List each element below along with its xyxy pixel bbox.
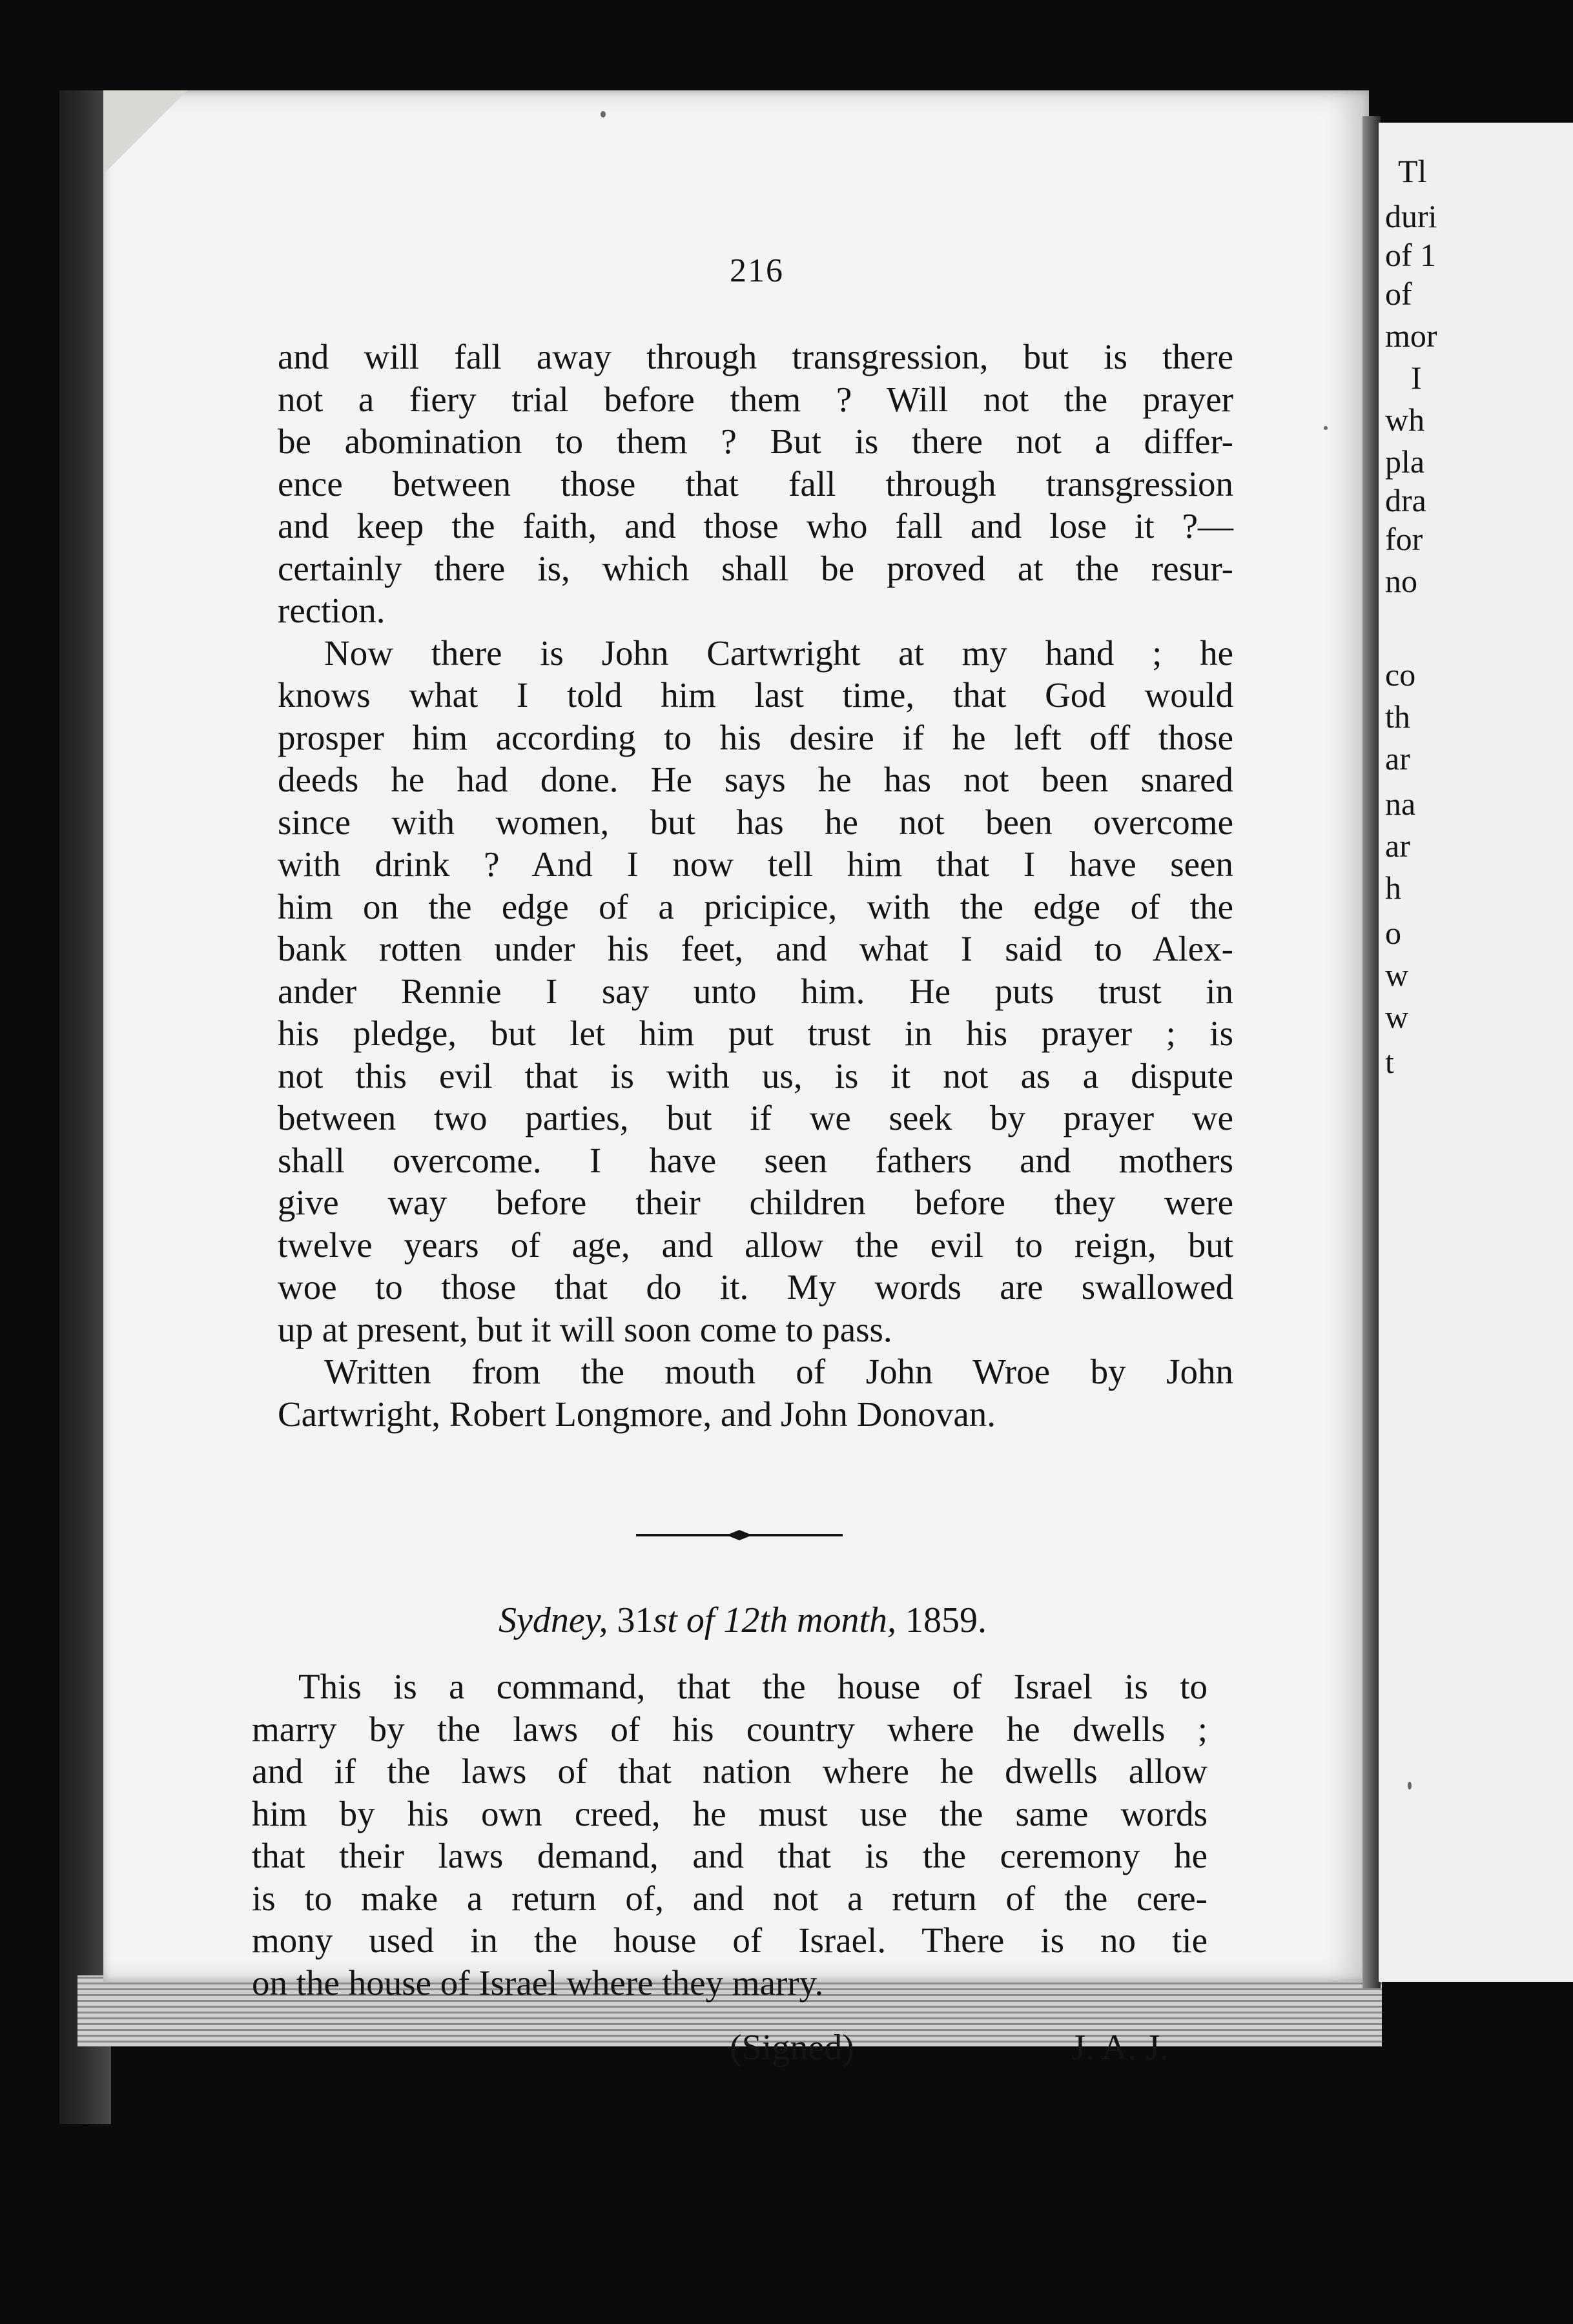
text-line: since with women, but has he not been overcome bbox=[278, 802, 1233, 842]
text-line: up at present, but it will soon come to pass. bbox=[278, 1309, 892, 1349]
facing-page-fragment: mor bbox=[1385, 318, 1437, 354]
text-line: marry by the laws of his country where he dwells ; bbox=[252, 1709, 1208, 1749]
text-line: be abomination to them ? But is there not a differ- bbox=[278, 422, 1233, 461]
text-line: on the house of Israel where they marry. bbox=[252, 1962, 824, 2003]
book-gutter bbox=[1362, 116, 1381, 1988]
signature-line bbox=[730, 2027, 1169, 2068]
facing-page-fragment: ar bbox=[1385, 828, 1410, 864]
text-line: ander Rennie I say unto him. He puts trust in bbox=[278, 971, 1233, 1011]
dateline-of: of bbox=[686, 1600, 715, 1640]
facing-page-fragment: for bbox=[1385, 521, 1423, 557]
signature-initials: J. A. J. bbox=[1071, 2028, 1169, 2068]
text-line: and keep the faith, and those who fall and lose it ?— bbox=[278, 506, 1233, 545]
text-line: that their laws demand, and that is the ceremony he bbox=[252, 1836, 1208, 1875]
text-line: certainly there is, which shall be proved at the resur- bbox=[278, 548, 1233, 588]
dust-speck bbox=[601, 111, 606, 117]
dust-speck bbox=[1408, 1782, 1412, 1789]
dust-speck bbox=[1324, 426, 1328, 430]
text-line: him by his own creed, he must use the same words bbox=[252, 1793, 1208, 1833]
dateline-year: 1859. bbox=[905, 1600, 987, 1640]
text-line: is to make a return of, and not a return of the cere- bbox=[252, 1878, 1208, 1918]
text-line: Cartwright, Robert Longmore, and John Donovan. bbox=[278, 1394, 996, 1434]
text-line: with drink ? And I now tell him that I have seen bbox=[278, 844, 1233, 884]
text-line: Written from the mouth of John Wroe by John bbox=[324, 1352, 1233, 1391]
text-line: twelve years of age, and allow the evil to reign, but bbox=[278, 1225, 1233, 1265]
facing-page-fragment: of 1 bbox=[1385, 237, 1437, 273]
text-line: Now there is John Cartwright at my hand ; he bbox=[324, 633, 1233, 673]
facing-page-fragment: I bbox=[1411, 360, 1422, 396]
facing-page-fragment: duri bbox=[1385, 198, 1437, 234]
text-line: him on the edge of a pricipice, with the edge of the bbox=[278, 886, 1233, 926]
dateline-place: Sydney, bbox=[499, 1600, 608, 1640]
passage-2 bbox=[252, 1666, 1208, 2004]
passage-1 bbox=[278, 336, 1233, 1435]
facing-page-fragment: na bbox=[1385, 786, 1416, 822]
signed-label: (Signed) bbox=[730, 2028, 854, 2068]
text-line: his pledge, but let him put trust in his prayer ; is bbox=[278, 1014, 1233, 1053]
facing-page-fragment: ar bbox=[1385, 740, 1410, 777]
page-number: 216 bbox=[730, 252, 784, 289]
facing-page-fragment: pla bbox=[1385, 443, 1425, 480]
facing-page-fragment: Tl bbox=[1398, 153, 1427, 189]
text-line: deeds he had done. He says he has not been snared bbox=[278, 760, 1233, 799]
folded-corner bbox=[103, 90, 187, 174]
facing-page-fragment: th bbox=[1385, 698, 1410, 735]
text-line: ence between those that fall through transgression bbox=[278, 464, 1233, 504]
text-line: give way before their children before they were bbox=[278, 1183, 1233, 1222]
text-line: woe to those that do it. My words are swallowed bbox=[278, 1267, 1233, 1307]
facing-page-fragment: t bbox=[1385, 1044, 1394, 1080]
text-line: and will fall away through transgression, but is there bbox=[278, 337, 1233, 376]
text-line: mony used in the house of Israel. There is no tie bbox=[252, 1921, 1208, 1960]
text-line: This is a command, that the house of Israel is to bbox=[298, 1667, 1208, 1706]
text-line: not a fiery trial before them ? Will not the prayer bbox=[278, 379, 1233, 419]
text-line: between two parties, but if we seek by prayer we bbox=[278, 1098, 1233, 1137]
dateline-month: 12th month, bbox=[723, 1600, 896, 1640]
facing-page-fragment: w bbox=[1385, 999, 1409, 1035]
facing-page-fragment: wh bbox=[1385, 402, 1425, 438]
facing-page-fragment: o bbox=[1385, 915, 1401, 951]
ornamental-rule bbox=[636, 1527, 843, 1543]
facing-page-fragment: of bbox=[1385, 276, 1412, 312]
text-line: not this evil that is with us, is it not as a dispute bbox=[278, 1055, 1233, 1096]
text-line: knows what I told him last time, that God would bbox=[278, 675, 1233, 715]
dateline-day-suffix: st bbox=[653, 1600, 677, 1640]
dateline-day: 31 bbox=[617, 1600, 653, 1640]
facing-page-fragment: co bbox=[1385, 657, 1416, 693]
text-line: shall overcome. I have seen fathers and mothers bbox=[278, 1140, 1233, 1180]
text-line: and if the laws of that nation where he dwells allow bbox=[252, 1751, 1208, 1791]
text-line: bank rotten under his feet, and what I said to Alex- bbox=[278, 929, 1233, 968]
facing-page-fragment: h bbox=[1385, 870, 1401, 906]
text-line: prosper him according to his desire if he left off those bbox=[278, 717, 1233, 757]
text-line: rection. bbox=[278, 591, 386, 630]
facing-page-fragment: dra bbox=[1385, 482, 1426, 518]
facing-page-fragment: w bbox=[1385, 957, 1409, 993]
facing-page bbox=[1379, 123, 1573, 1982]
dateline bbox=[433, 1600, 1053, 1641]
facing-page-fragment: no bbox=[1385, 563, 1417, 599]
